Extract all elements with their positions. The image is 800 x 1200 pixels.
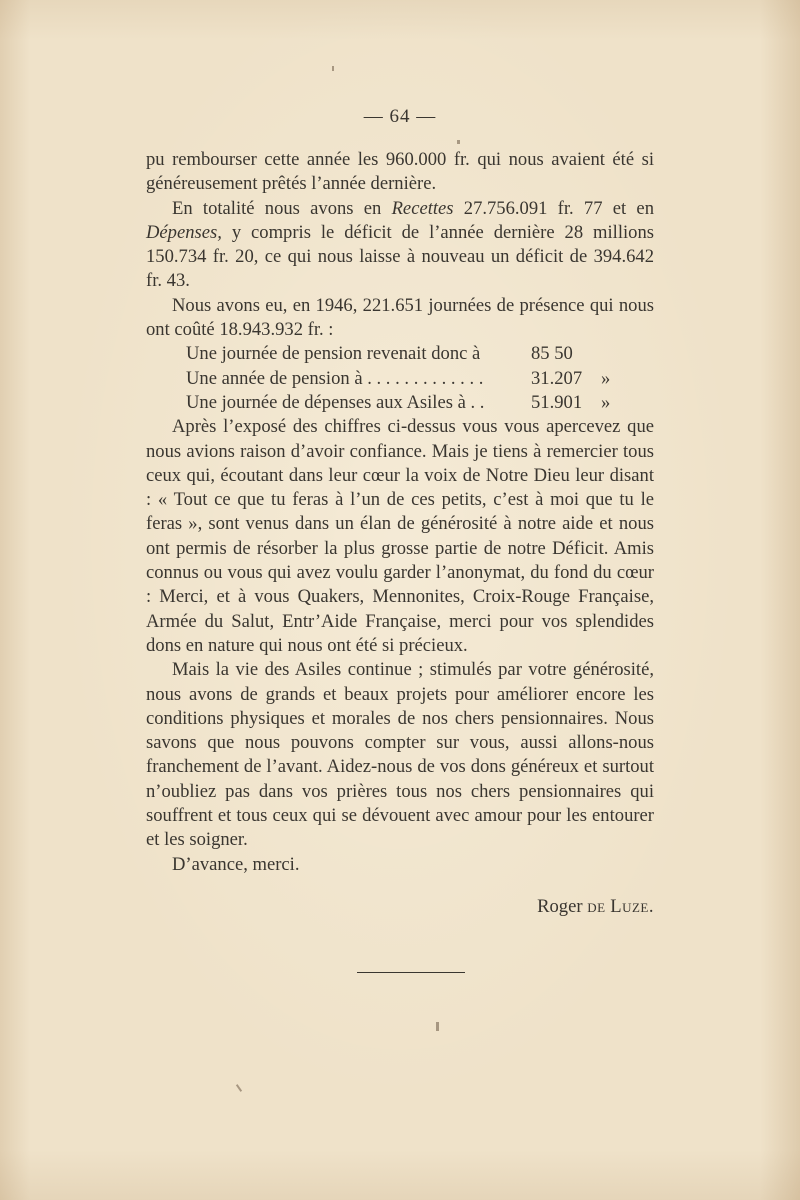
signature-particle: de <box>587 896 606 917</box>
cost-row-label: Une journée de pension revenait donc à <box>186 343 481 365</box>
paper-speck <box>457 140 460 144</box>
cost-row-unit: » <box>601 391 611 413</box>
paragraph-opening: pu rembourser cette année les 960.000 fr. qui nous avaient été si généreusement prêtés l’année dernière. <box>146 149 654 195</box>
cost-table-row <box>186 342 654 366</box>
cost-row-value: 31.207 <box>531 367 583 389</box>
signature-last-name: Luze. <box>610 896 654 917</box>
closing-rule <box>357 972 465 973</box>
cost-row-label: Une année de pension à . . . . . . . . . . . . . <box>186 367 484 389</box>
cost-row-value: 85 50 <box>531 343 573 365</box>
cost-table <box>146 342 654 415</box>
totals-depenses-detail: y compris le déficit de l’année dernière 28 millions 150.734 fr. 20, ce qui nous laisse à nouveau un déficit de 394.642 fr. 43. <box>146 221 654 292</box>
paragraph-thanks: Après l’exposé des chiffres ci-dessus vous vous apercevez que nous avions raison d’avoir confiance. Mais je tiens à remercier tous ceux qui, écoutant dans leur cœur la voix de Notre Dieu leur disant : « Tout ce que tu feras à l’un de ces petits, c’est à moi que tu le feras », sont venus dans un élan de générosité à notre aide et nous ont permis de résorber la plus grosse partie de notre Déficit. Amis connus ou vous qui avez voulu garder l’anonymat, du fond du cœur : Merci, et à vous Quakers, Mennonites, Croix-Rouge Française, Armée du Salut, Entr’Aide Française, merci pour vos splendides dons en nature qui nous ont été si précieux. <box>146 416 654 656</box>
cost-table-row <box>186 391 654 415</box>
cost-row-value: 51.901 <box>531 391 583 413</box>
cost-row-unit: » <box>601 367 611 389</box>
signature-first-name: Roger <box>537 896 583 917</box>
paragraph-totals <box>146 197 654 294</box>
totals-recettes-amount: 27.756.091 fr. 77 et en <box>463 197 654 219</box>
page-number: — 64 — <box>363 106 437 127</box>
cost-table-row <box>186 367 654 391</box>
totals-intro: En totalité nous avons en <box>172 197 382 219</box>
totals-depenses-label: Dépenses, <box>146 221 222 243</box>
totals-recettes-label: Recettes <box>391 197 454 219</box>
paragraph-projects: Mais la vie des Asiles continue ; stimulés par votre générosité, nous avons de grands et beaux projets pour améliorer encore les conditions physiques et morales de nos chers pensionnaires. Nous savons que nous pouvons compter sur vous, aussi allons-nous franchement de l’avant. Aidez-nous de vos dons généreux et surtout n’oubliez pas dans vos prières tous nos chers pensionnaires qui souffrent et tous ceux qui se dévouent avec amour pour les entourer et les soigner. <box>146 659 654 851</box>
paper-speck <box>436 1022 439 1031</box>
cost-row-label: Une journée de dépenses aux Asiles à . . <box>186 391 485 413</box>
paper-speck <box>236 1084 242 1092</box>
document-body <box>146 148 654 877</box>
paragraph-attendance: Nous avons eu, en 1946, 221.651 journées de présence qui nous ont coûté 18.943.932 fr. : <box>146 294 654 341</box>
paper-speck <box>332 66 334 71</box>
signature <box>537 895 654 919</box>
paragraph-closing: D’avance, merci. <box>172 853 300 875</box>
